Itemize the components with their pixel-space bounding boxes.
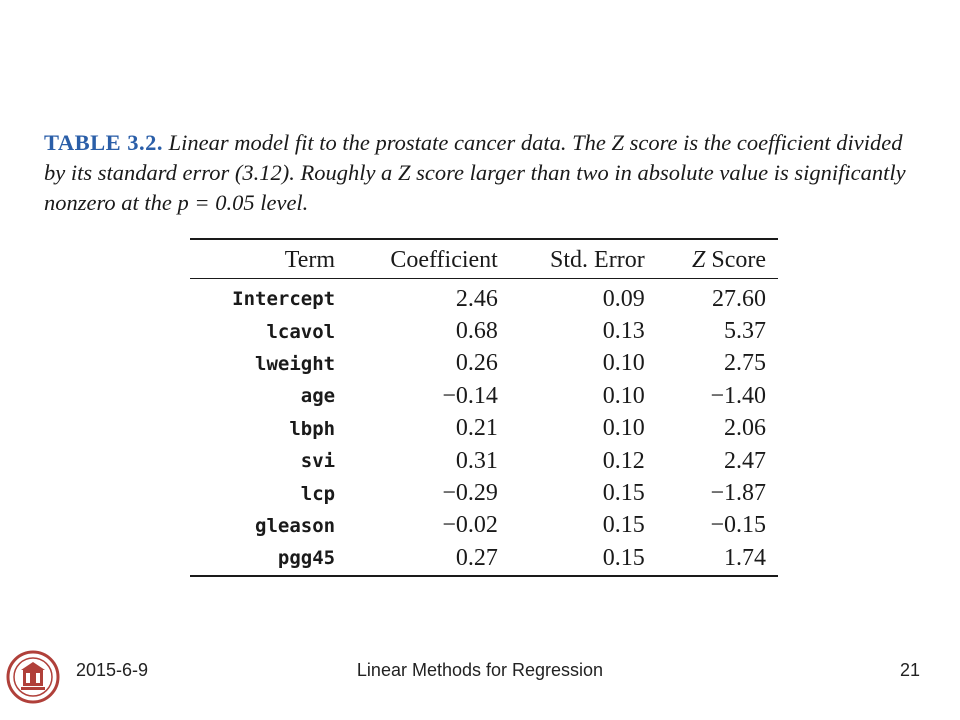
- cell-z-score: −1.40: [710, 382, 766, 409]
- cell-coefficient: −0.14: [442, 382, 498, 409]
- cell-z-score: 1.74: [724, 544, 766, 571]
- table-row: [190, 510, 778, 542]
- caption-text-1: Linear model fit to the prostate cancer data. The: [168, 130, 612, 155]
- cell-term: gleason: [255, 514, 336, 537]
- cell-term: pgg45: [277, 547, 336, 570]
- table-label: TABLE 3.2.: [44, 130, 163, 155]
- cell-std-error: 0.09: [602, 285, 645, 312]
- cell-coefficient: 0.31: [455, 447, 498, 474]
- caption-z-symbol-2: Z: [397, 160, 411, 185]
- table-row: [190, 315, 778, 347]
- university-seal-icon: [6, 650, 60, 704]
- table-row: [190, 477, 778, 509]
- cell-term: svi: [300, 450, 336, 473]
- cell-std-error: 0.15: [602, 544, 645, 571]
- cell-term: age: [300, 385, 336, 408]
- header-z-symbol: Z: [691, 246, 706, 273]
- cell-z-score: 2.75: [724, 350, 766, 377]
- cell-term: lcp: [300, 482, 336, 505]
- cell-std-error: 0.10: [602, 382, 645, 409]
- table-row: [190, 413, 778, 445]
- page-number: 21: [899, 660, 920, 680]
- cell-z-score: −1.87: [710, 480, 766, 507]
- cell-z-score: 27.60: [712, 285, 766, 312]
- slide-footer: [0, 660, 960, 690]
- cell-std-error: 0.10: [602, 415, 645, 442]
- cell-coefficient: 0.27: [455, 544, 498, 571]
- cell-z-score: 2.47: [724, 447, 766, 474]
- cell-std-error: 0.12: [602, 447, 645, 474]
- cell-z-score: −0.15: [710, 512, 766, 539]
- header-coefficient: Coefficient: [390, 246, 498, 273]
- footer-title: Linear Methods for Regression: [356, 660, 604, 680]
- cell-z-score: 5.37: [724, 318, 766, 345]
- cell-term: lbph: [289, 417, 336, 440]
- cell-term: lweight: [255, 352, 336, 375]
- table-row: [190, 542, 778, 575]
- header-z-score: [657, 239, 778, 279]
- regression-table: [190, 238, 778, 577]
- cell-std-error: 0.10: [602, 350, 645, 377]
- table-caption: [44, 128, 924, 218]
- caption-text-4: level.: [254, 190, 309, 215]
- cell-std-error: 0.13: [602, 318, 645, 345]
- table-row: [190, 279, 778, 316]
- cell-term: Intercept: [232, 288, 336, 311]
- cell-std-error: 0.15: [602, 480, 645, 507]
- table-row: [190, 348, 778, 380]
- caption-z-symbol-1: Z: [611, 130, 624, 155]
- cell-z-score: 2.06: [724, 415, 766, 442]
- header-term: Term: [284, 246, 336, 273]
- header-score-label: Score: [711, 246, 766, 273]
- table-header-row: [190, 239, 778, 279]
- cell-coefficient: 2.46: [455, 285, 498, 312]
- caption-p-expression: p = 0.05: [177, 190, 255, 215]
- table-row: [190, 445, 778, 477]
- table-body: [190, 279, 778, 576]
- cell-term: lcavol: [266, 320, 336, 343]
- footer-date: 2015-6-9: [76, 660, 149, 680]
- cell-coefficient: −0.29: [442, 480, 498, 507]
- cell-coefficient: 0.26: [455, 350, 498, 377]
- table-row: [190, 380, 778, 412]
- caption-text-2: score is the coefficient divided by its standard error (3.12). Roughly a: [44, 130, 903, 185]
- caption-text-3: score larger than two in absolute value is significantly nonzero at the: [44, 160, 906, 215]
- cell-coefficient: 0.68: [455, 318, 498, 345]
- header-std-error: Std. Error: [550, 246, 645, 273]
- cell-coefficient: 0.21: [455, 415, 498, 442]
- cell-coefficient: −0.02: [442, 512, 498, 539]
- cell-std-error: 0.15: [602, 512, 645, 539]
